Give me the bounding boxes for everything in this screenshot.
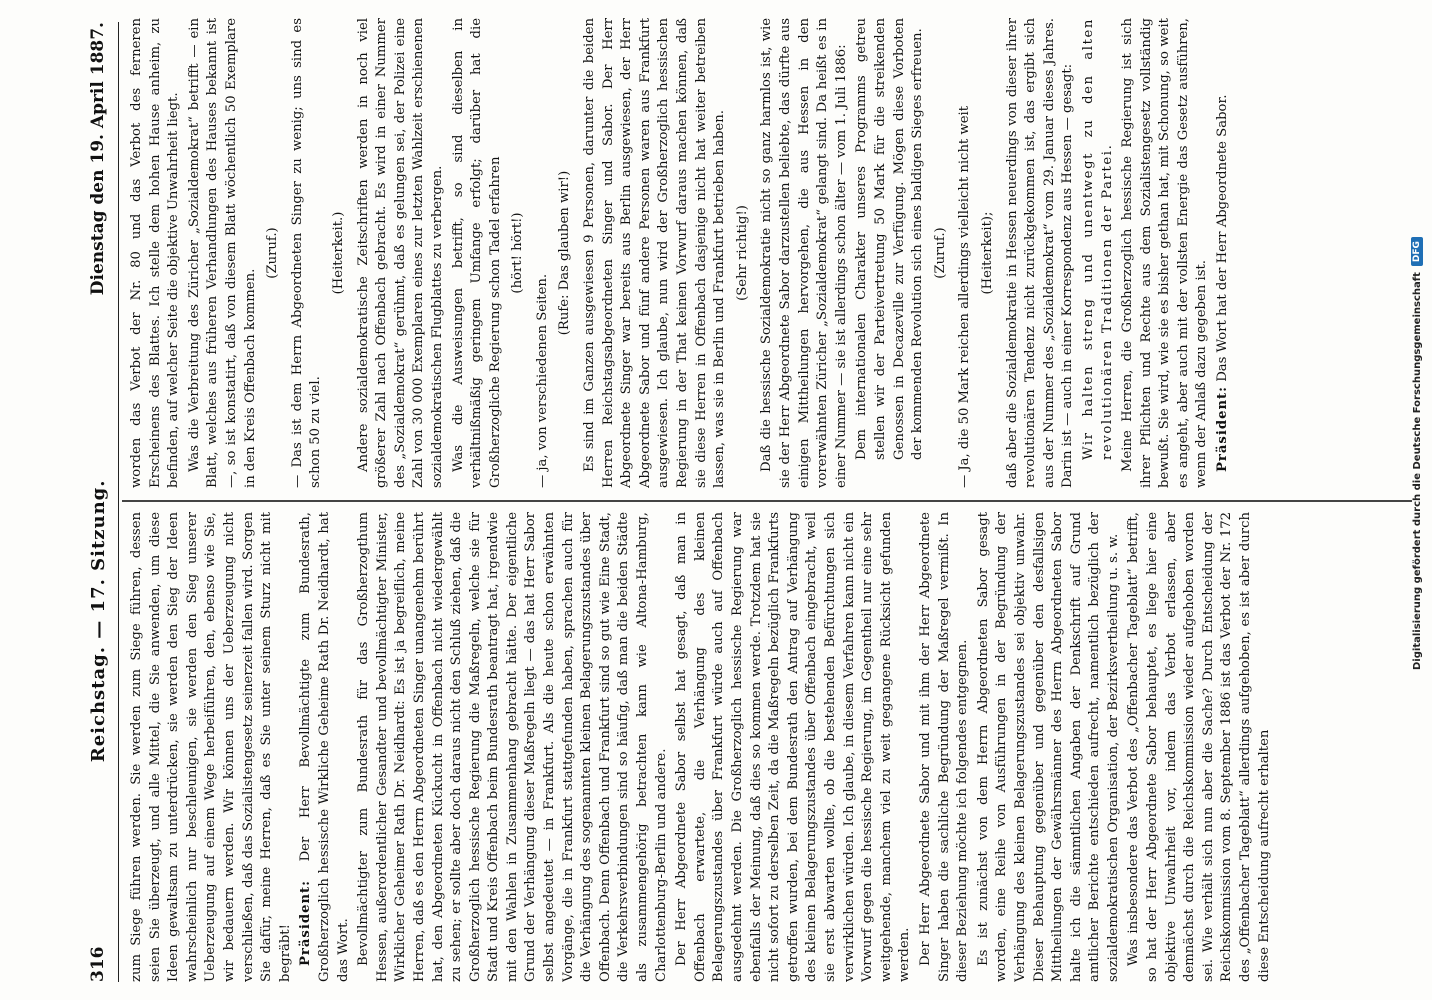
speaker-text: Der Herr Bevollmächtigte zum Bundesrath, Großherzoglich hessische Wirkliche Geheime Rath Dr. Neidhardt, hat das Wort. — [298, 512, 351, 982]
interjection: (Sehr richtig!) — [734, 205, 750, 301]
interjection: (Zuruf.) — [932, 227, 948, 279]
rotated-page-content — [50, 0, 1430, 1000]
interjection: (hört! hört!) — [510, 212, 526, 294]
quoted-passage: Dem internationalen Charakter unseres Programms getreu stellen wir der Parteivertretung 50 Mark für die streikenden Genossen in Decazeville zur Verfügung. Mögen diese Vorboten der kommenden Revolution sich eines baldigen Sieges erfreuen. — [854, 18, 926, 460]
continued-paragraph: daß aber die Sozialdemokratie in Hessen neuerdings von dieser ihrer revolutionären Tendenz nicht zurückgekommen ist, das ergibt sich aus der Nummer des „Sozialdemokrat“ vom 29. Januar dieses Jahres. Darin ist — auch in einer Korrespondenz aus Hessen — gesagt: — [1004, 18, 1076, 488]
dfg-logo: DFG — [1411, 237, 1423, 266]
page-header — [78, 22, 119, 982]
digitization-credit — [1406, 0, 1428, 670]
right-column — [128, 18, 1418, 488]
paragraph: Daß die hessische Sozialdemokratie nicht so ganz harmlos ist, wie sie der Herr Abgeordnete Sabor darzustellen beliebte, das dürfte aus einigen Mittheilungen hervorgehen, die aus Hessen in den vorerwähnten Züricher „Sozialdemokrat“ gelangt sind. Da heißt es in einer Nummer — sie ist allerdings schon älter — vom 1. Juli 1886: — [759, 18, 849, 488]
interjection: (Heiterkeit); — [979, 211, 995, 295]
continued-paragraph: worden das Verbot der Nr. 80 und das Verbot des ferneren Erscheinens des Blattes. Ich stelle dem hohen Hause anheim, zu befinden, auf welcher Seite die objektive Unwahrheit liegt. — [129, 18, 182, 488]
left-column — [128, 512, 1418, 982]
paragraph: Der Herr Abgeordnete Sabor und mit ihm der Herr Abgeordnete Singer haben die sachliche Begründung der Maßregel vermißt. In dieser Beziehung möchte ich folgendes entgegnen. — [917, 512, 971, 982]
paragraph: Meine Herren, die Großherzoglich hessische Regierung ist sich ihrer Pflichten und Rechte aus dem Sozialistengesetz vollständig bewußt. Sie wird, wie sie es bisher gethan hat, mit Schonung, so weit es angeht, aber auch mit der vollsten Energie das Gesetz ausführen, wenn der Anlaß dazu gegeben ist. — [1120, 18, 1210, 488]
column-divider — [122, 501, 1412, 503]
speaker-label: Präsident: — [298, 879, 314, 966]
dash-paragraph: — Das ist dem Herrn Abgeordneten Singer zu wenig; uns sind es schon 50 zu viel. — [289, 18, 324, 488]
interjection: (Heiterkeit.) — [330, 211, 346, 295]
page-number: 316 — [88, 946, 108, 982]
credit-text: Digitalisierung gefördert durch die Deutsche Forschungsgemeinschaft — [1411, 272, 1423, 670]
paragraph: Es sind im Ganzen ausgewiesen 9 Personen, darunter die beiden Herren Reichstagsabgeordneten Singer und Sabor. Der Herr Abgeordnete Singer war bereits aus Berlin ausgewiesen, der Herr Abgeordnete Sabor und fünf andere Personen waren aus Frankfurt ausgewiesen. Ich glaube, nun wird der Großherzoglich hessischen Regierung in der That keinen Vorwurf daraus machen können, daß sie diese Herren in Offenbach dasjenige nicht hat weiter betreiben lassen, was sie in Berlin und Frankfurt betrieben haben. — [582, 18, 728, 488]
interjection: (Rufe: Das glauben wir!) — [557, 170, 573, 336]
paragraph: Es ist zunächst von dem Herrn Abgeordneten Sabor gesagt worden, eine Reihe von Ausführungen in der Begründung der Verhängung des kleinen Belagerungszustandes sei objektiv unwahr. Dieser Behauptung gegenüber und gegenüber den desfallsigen Mittheilungen der Gewährsmänner des Herrn Abgeordneten Sabor halte ich die sämmtlichen Angaben der Denkschrift auf Grund amtlicher Berichte entschieden aufrecht, namentlich bezüglich der sozialdemokratischen Organisation, der Bezirksvertheilung u. s. w. — [975, 512, 1121, 982]
paragraph: Andere sozialdemokratische Zeitschriften werden in noch viel größerer Zahl nach Offenbach gebracht. Es wird in einer Nummer des „Sozialdemokrat“ gerühmt, daß es gelungen sei, der Polizei eine Zahl von 30 000 Exemplaren eines zur letzten Wahlzeit erschienenen sozialdemokratischen Flugblattes zu verbergen. — [355, 18, 445, 488]
paragraph: Was insbesondere das Verbot des „Offenbacher Tageblatt“ betrifft, so hat der Herr Abgeordnete Sabor behauptet, es liege hier eine objektive Unwahrheit vor, indem das Verbot erlassen, aber demnächst durch die Reichskommission wieder aufgehoben worden sei. Wie verhält sich nun aber die Sache? Durch Entscheidung der Reichskommission vom 8. September 1886 ist das Verbot der Nr. 172 des „Offenbacher Tageblatt“ allerdings aufgehoben, es ist aber durch diese Entscheidung aufrecht erhalten — [1126, 512, 1272, 982]
speaker-label: Präsident: — [1215, 385, 1231, 472]
paragraph: Der Herr Abgeordnete Sabor selbst hat gesagt, daß man in Offenbach erwartete, die Verhängung des kleinen Belagerungszustandes über Frankfurt würde auch auf Offenbach ausgedehnt werden. Die Großherzoglich hessische Regierung war ebenfalls der Meinung, daß dies so kommen werde. Trotzdem hat sie nicht sofort zu derselben Zeit, da die Maßregeln bezüglich Frankfurts getroffen wurden, bei dem Bundesrath den Antrag auf Verhängung des kleinen Belagerungszustandes über Offenbach eingebracht, weil sie erst abwarten wollte, ob die bestehenden Befürchtungen sich verwirklichen würden. Ich glaube, in diesem Verfahren kann nicht ein Vorwurf gegen die hessische Regierung, im Gegentheil nur eine sehr weitgehende, manchem viel zu weit gegangene Rücksicht gefunden werden. — [674, 512, 913, 982]
quoted-passage: Wir halten streng und unentwegt zu den alten revolutionären Traditionen der Partei. — [1080, 18, 1115, 460]
speaker-paragraph — [1214, 18, 1233, 488]
speaker-text: Das Wort hat der Herr Abgeordnete Sabor. — [1215, 94, 1231, 386]
continued-paragraph: zum Siege führen werden. Sie werden zum Siege führen, dessen seien Sie überzeugt, und alle Mittel, die Sie anwenden, um diese Ideen gewaltsam zu unterdrücken, sie werden den Sieg der Ideen wahrscheinlich nur beschleunigen, sie werden den Sieg unserer Ueberzeugung auf einem Wege herbeiführen, den, ebenso wie Sie, wir bedauern werden. Wir können uns der Ueberzeugung nicht verschließen, daß das Sozialistengesetz seinerzeit fallen wird. Sorgen Sie dafür, meine Herren, daß es Sie unter seinem Sturz nicht mit begräbt! — [129, 512, 293, 982]
paragraph: Bevollmächtigter zum Bundesrath für das Großherzogthum Hessen, außerordentlicher Gesandter und bevollmächtigter Minister, Wirklicher Geheimer Rath Dr. Neidhardt: Es ist ja begreiflich, meine Herren, daß es den Herrn Abgeordneten Singer unangenehm berührt hat, den Abgeordneten Kückucht in Offenbach nicht wiedergewählt zu sehen; er sollte aber doch daraus nicht den Schluß ziehen, daß die Großherzoglich hessische Regierung die Maßregeln, welche sie für Stadt und Kreis Offenbach beim Bundesrath beantragt hat, irgendwie mit den Wahlen in Zusammenhang gebracht hätte. Der eigentliche Grund der Verhängung dieser Maßregeln liegt — das hat Herr Sabor selbst angedeutet — in Frankfurt. Als die heute schon erwähnten Vorgänge, die in Frankfurt stattgefunden haben, sprachen auch für die Verhängung des sogenannten kleinen Belagerungszustandes über Offenbach. Denn Offenbach und Frankfurt sind so gut wie Eine Stadt, die Verkehrsverbindungen sind so häufig, daß man die beiden Städte als zusammengehörig betrachten kann wie Altona-Hamburg, Charlottenburg-Berlin und andere. — [356, 512, 669, 982]
session-date: Dienstag den 19. April 1887. — [88, 22, 108, 296]
paragraph: Was die Verbreitung des Züricher „Sozialdemokrat“ betrifft — ein Blatt, welches aus früheren Verhandlungen des Hauses bekannt ist —, so ist konstatirt, daß von diesem Blatt wöchentlich 50 Exemplare in den Kreis Offenbach kommen. — [186, 18, 258, 488]
speaker-paragraph — [297, 512, 353, 982]
paragraph: Was die Ausweisungen betrifft, so sind dieselben in verhältnißmäßig geringem Umfange erfolgt; darüber hat die Großherzogliche Regierung schon Tadel erfahren — [450, 18, 503, 488]
session-title: Reichstag. — 17. Sitzung. — [87, 479, 109, 763]
dash-paragraph: — ja, von verschiedenen Seiten. — [534, 273, 550, 488]
interjection: (Zuruf.) — [265, 227, 281, 279]
dash-paragraph: — Ja, die 50 Mark reichen allerdings vielleicht nicht weit — [957, 105, 973, 488]
